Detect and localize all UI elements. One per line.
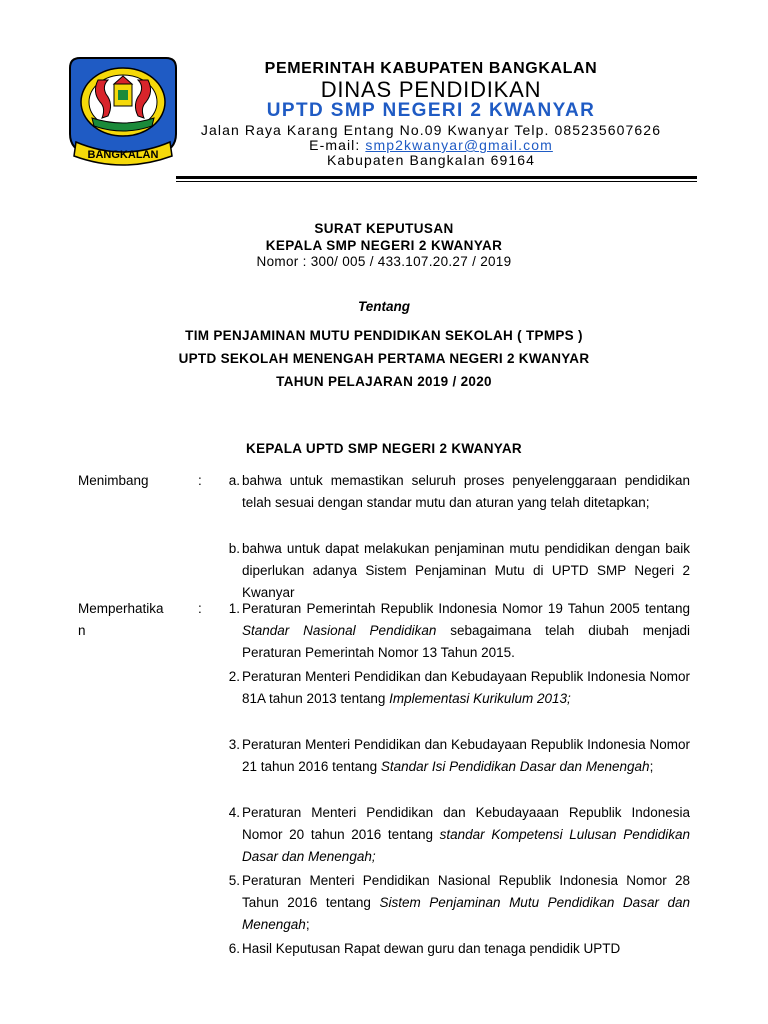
memperhatikan-colon: : [198, 601, 202, 616]
email-line [176, 137, 686, 153]
item-text: Peraturan Menteri Pendidikan Nasional Republik Indonesia Nomor 28 Tahun 2016 tentang Sistem Penjaminan Mutu Pendidikan Dasar dan Menengah; [242, 873, 690, 932]
item-text: Peraturan Menteri Pendidikan dan Kebudayaaan Republik Indonesia Nomor 20 tahun 2016 tentang standar Kompetensi Lulusan Pendidikan Dasar dan Menengah; [242, 805, 690, 864]
memperhatikan-item [212, 734, 690, 778]
subject-line-1: TIM PENJAMINAN MUTU PENDIDIKAN SEKOLAH ( TPMPS ) [185, 328, 583, 343]
city-postal: Kabupaten Bangkalan 69164 [326, 152, 536, 168]
menimbang-label: Menimbang [78, 473, 149, 488]
email-label: E-mail: [309, 137, 366, 153]
department-name: DINAS PENDIDIKAN [320, 77, 542, 102]
memperhatikan-label-line2: n [78, 623, 86, 638]
decree-issuer: KEPALA SMP NEGERI 2 KWANYAR [265, 238, 503, 253]
memperhatikan-label-line1: Memperhatika [78, 601, 164, 616]
bangkalan-regency-logo [62, 50, 184, 172]
item-marker: 5. [228, 873, 240, 888]
issuer-heading: KEPALA UPTD SMP NEGERI 2 KWANYAR [246, 441, 522, 456]
item-text: bahwa untuk memastikan seluruh proses penyelenggaraan pendidikan telah sesuai dengan standar mutu dan aturan yang telah ditetapkan; [242, 473, 690, 510]
item-marker: 6. [228, 941, 240, 956]
item-marker: 2. [228, 669, 240, 684]
decree-title: SURAT KEPUTUSAN [314, 221, 454, 236]
memperhatikan-item [212, 938, 690, 960]
letterhead-divider-thin [176, 181, 697, 182]
item-text: Peraturan Pemerintah Republik Indonesia Nomor 19 Tahun 2005 tentang Standar Nasional Pendidikan sebagaimana telah diubah menjadi Peraturan Pemerintah Nomor 13 Tahun 2015. [242, 601, 690, 660]
item-marker: b. [228, 541, 240, 556]
about-heading: Tentang [358, 299, 410, 314]
memperhatikan-item [212, 598, 690, 664]
memperhatikan-label [78, 598, 164, 642]
subject-line-3: TAHUN PELAJARAN 2019 / 2020 [276, 374, 492, 389]
item-text: Hasil Keputusan Rapat dewan guru dan tenaga pendidik UPTD [242, 941, 621, 956]
menimbang-colon: : [198, 473, 202, 488]
item-marker: 3. [228, 737, 240, 752]
subject-line-2: UPTD SEKOLAH MENENGAH PERTAMA NEGERI 2 KWANYAR [178, 351, 590, 366]
item-marker: a. [228, 473, 240, 488]
school-address: Jalan Raya Karang Entang No.09 Kwanyar Telp. 085235607626 [200, 122, 662, 138]
menimbang-item [212, 470, 690, 514]
school-name: UPTD SMP NEGERI 2 KWANYAR [266, 100, 596, 121]
item-marker: 4. [228, 805, 240, 820]
memperhatikan-item [212, 666, 690, 710]
memperhatikan-item [212, 802, 690, 868]
item-marker: 1. [228, 601, 240, 616]
svg-text:BANGKALAN: BANGKALAN [87, 149, 159, 161]
item-text: Peraturan Menteri Pendidikan dan Kebudayaan Republik Indonesia Nomor 81A tahun 2013 tentang Implementasi Kurikulum 2013; [242, 669, 690, 706]
government-name: PEMERINTAH KABUPATEN BANGKALAN [264, 60, 598, 77]
memperhatikan-item [212, 870, 690, 936]
decree-number: Nomor : 300/ 005 / 433.107.20.27 / 2019 [256, 254, 512, 269]
item-text: Peraturan Menteri Pendidikan dan Kebudayaan Republik Indonesia Nomor 21 tahun 2016 tentang Standar Isi Pendidikan Dasar dan Menengah; [242, 737, 690, 774]
letterhead-divider-thick [176, 176, 697, 179]
item-text: bahwa untuk dapat melakukan penjaminan mutu pendidikan dengan baik diperlukan adanya Sistem Penjaminan Mutu di UPTD SMP Negeri 2 Kwanyar [242, 541, 690, 600]
menimbang-item [212, 538, 690, 604]
email-link[interactable]: smp2kwanyar@gmail.com [365, 137, 553, 153]
